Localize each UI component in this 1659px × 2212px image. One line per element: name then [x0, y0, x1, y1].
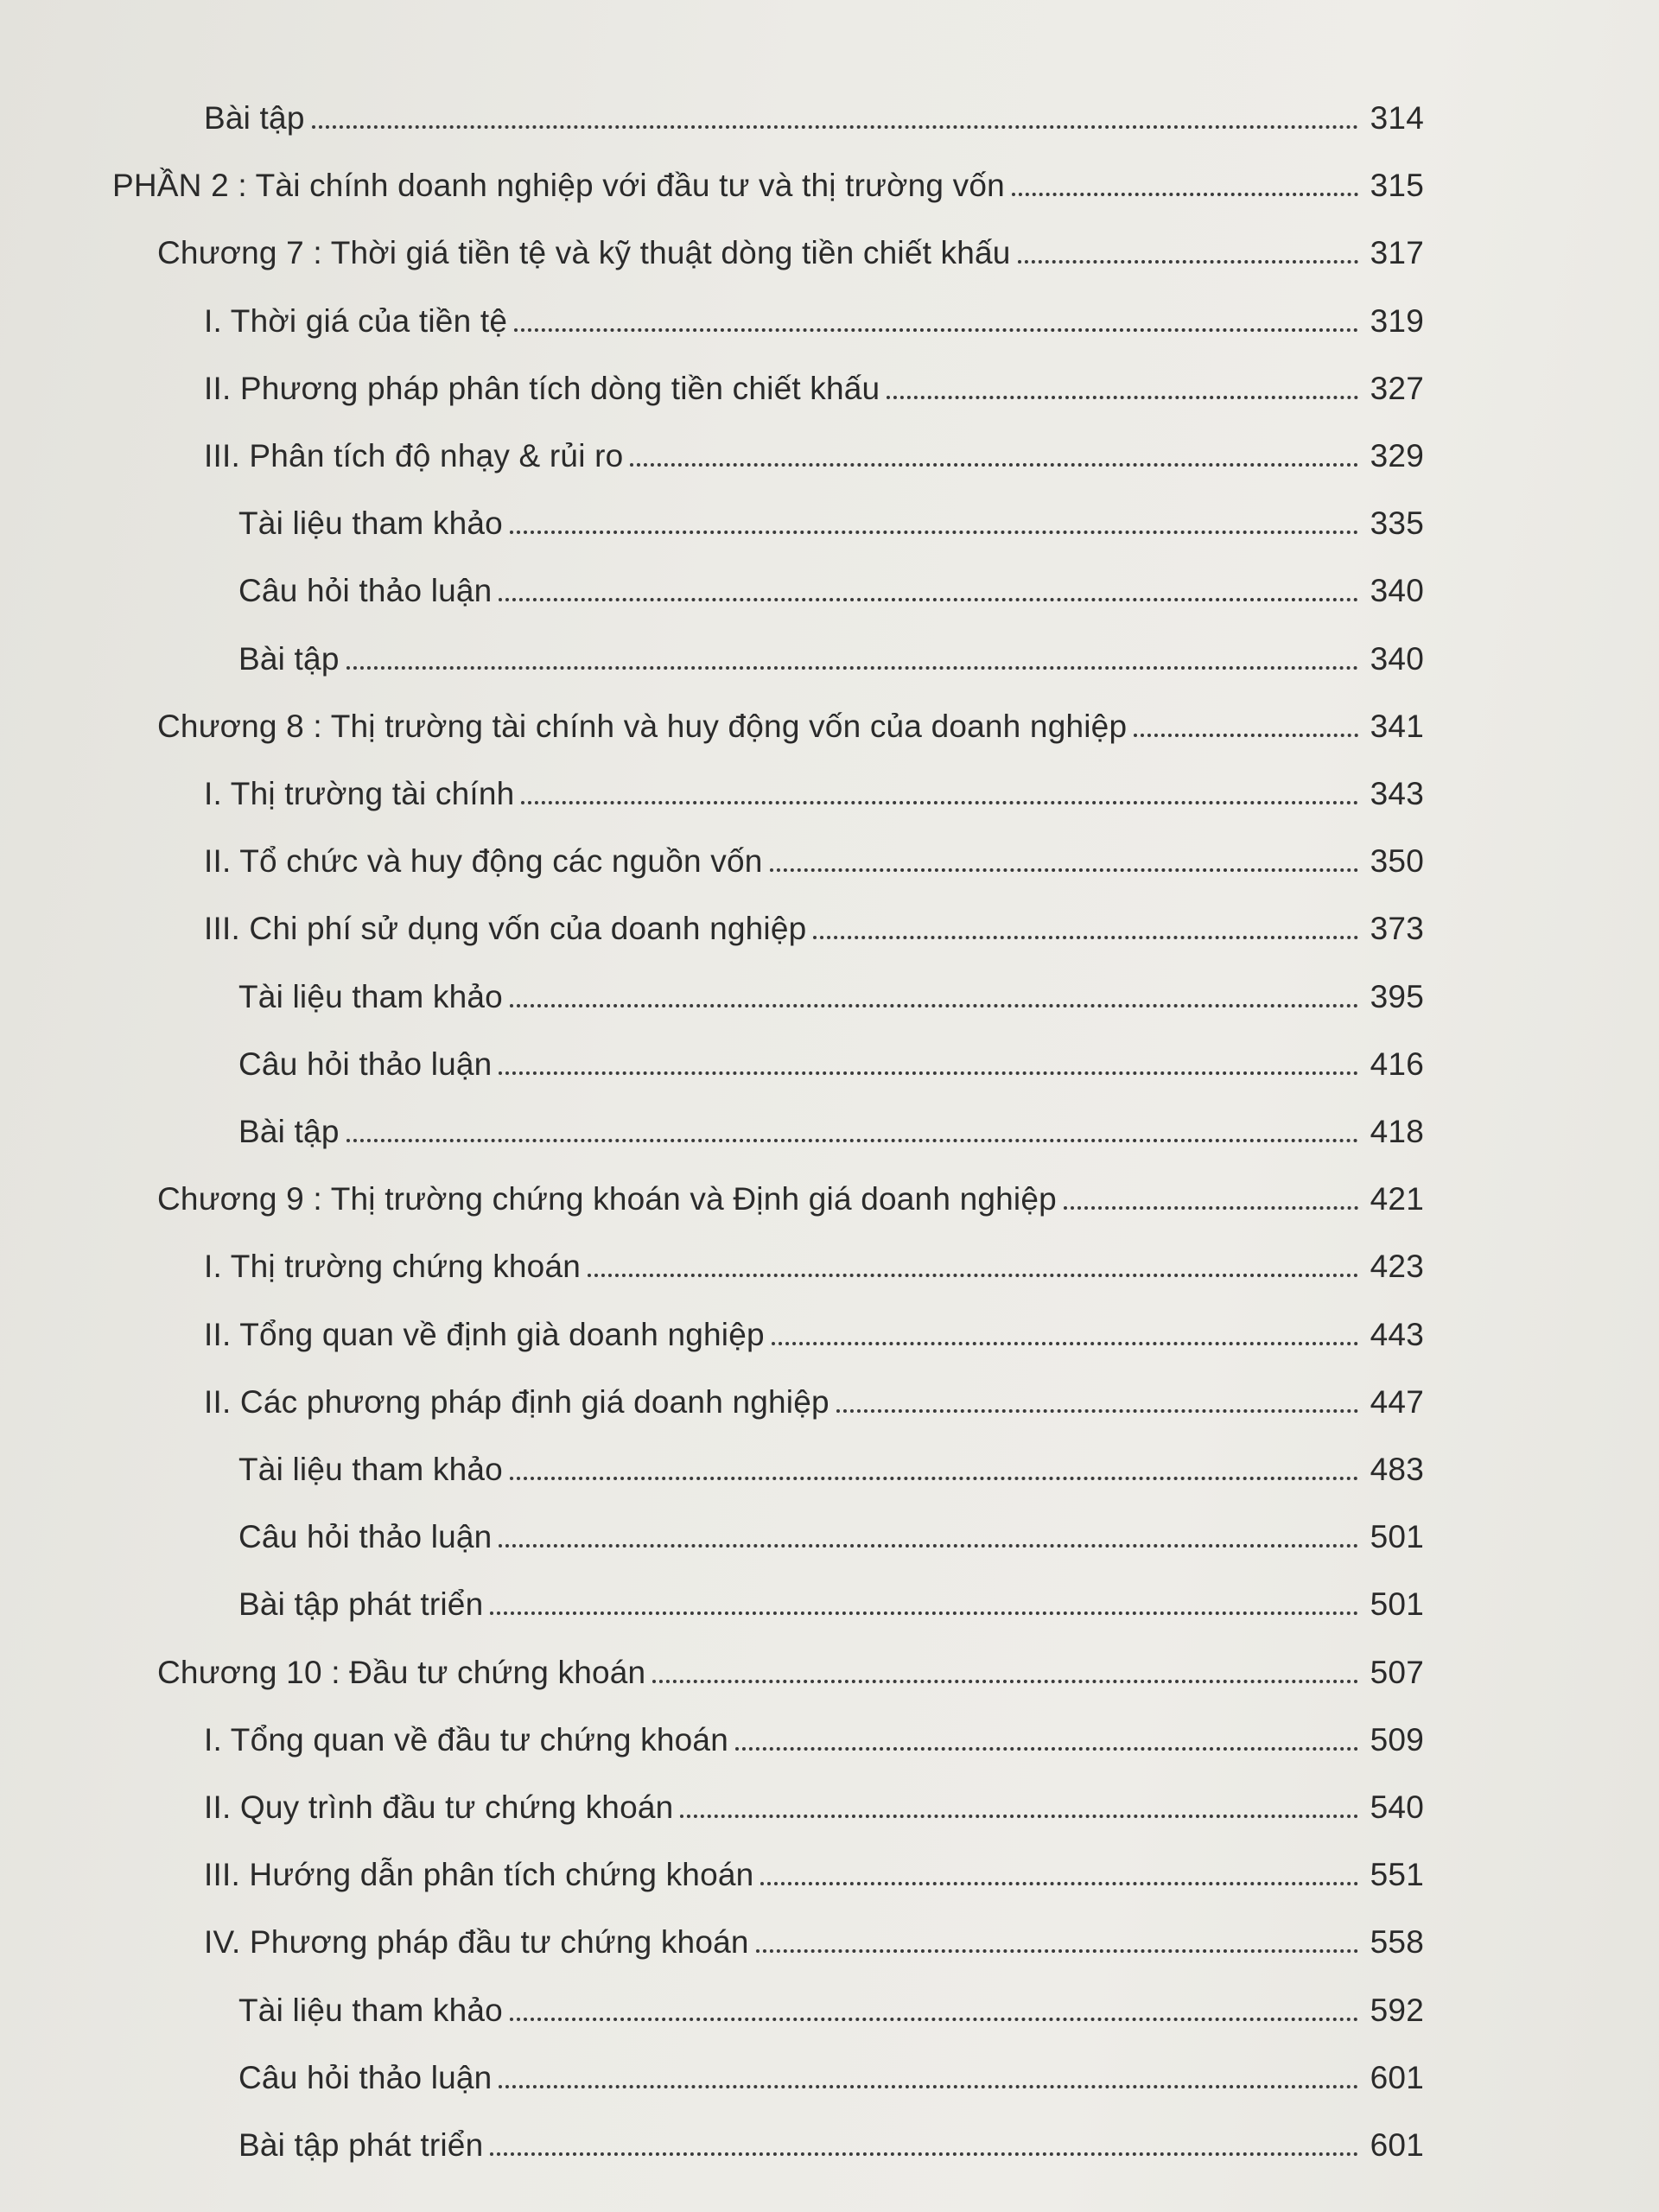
dot-leader: [588, 1274, 1358, 1277]
dot-leader: [312, 125, 1358, 129]
dot-leader: [887, 396, 1358, 399]
toc-entry-page-number: 509: [1370, 1722, 1424, 1758]
toc-entry: [238, 1495, 1424, 1555]
dot-leader: [499, 1544, 1358, 1548]
toc-entry-page-number: 335: [1370, 505, 1424, 541]
toc-entry: [238, 549, 1424, 609]
toc-entry-title: Câu hỏi thảo luận: [238, 1519, 493, 1554]
toc-entry: [112, 143, 1424, 204]
dot-leader: [514, 328, 1358, 332]
toc-entry: [238, 1427, 1424, 1488]
toc-entry-page-number: 329: [1370, 438, 1424, 474]
toc-entry-page-number: 483: [1370, 1452, 1424, 1487]
toc-entry-page-number: 340: [1370, 641, 1424, 677]
toc-entry-title: Chương 8 : Thị trường tài chính và huy động vốn của doanh nghiệp: [157, 709, 1128, 744]
toc-entry: [157, 1157, 1424, 1217]
toc-entry: [204, 414, 1424, 474]
toc-entry: [204, 346, 1424, 407]
toc-entry-page-number: 507: [1370, 1655, 1424, 1690]
toc-entry: [238, 1562, 1424, 1623]
toc-entry: [157, 211, 1424, 271]
dot-leader: [510, 2018, 1358, 2021]
toc-entry-page-number: 601: [1370, 2127, 1424, 2163]
toc-entry-page-number: 418: [1370, 1114, 1424, 1149]
dot-leader: [735, 1747, 1358, 1751]
toc-entry-page-number: 314: [1370, 100, 1424, 136]
toc-entry-title: Tài liệu tham khảo: [238, 1452, 503, 1487]
toc-entry-page-number: 395: [1370, 979, 1424, 1014]
toc-entry-title: Câu hỏi thảo luận: [238, 573, 493, 608]
dot-leader: [680, 1815, 1358, 1818]
dot-leader: [760, 1882, 1358, 1885]
toc-entry-title: Bài tập: [204, 100, 305, 136]
toc-entry-page-number: 416: [1370, 1046, 1424, 1082]
toc-entry-page-number: 350: [1370, 843, 1424, 879]
toc-entry: [238, 1022, 1424, 1083]
toc-entry-page-number: 340: [1370, 573, 1424, 608]
toc-entry-title: I. Thị trường chứng khoán: [204, 1249, 582, 1284]
toc-entry: [204, 819, 1424, 880]
toc-entry-page-number: 551: [1370, 1857, 1424, 1892]
toc-entry-title: III. Chi phí sử dụng vốn của doanh nghiệp: [204, 911, 807, 946]
dot-leader: [499, 1071, 1358, 1075]
toc-entry: [204, 1900, 1424, 1961]
toc-entry-title: Câu hỏi thảo luận: [238, 2060, 493, 2095]
toc-entry-title: Bài tập: [238, 641, 340, 677]
dot-leader: [1134, 734, 1358, 737]
toc-entry-page-number: 540: [1370, 1789, 1424, 1825]
dot-leader: [510, 531, 1358, 534]
toc-entry-page-number: 601: [1370, 2060, 1424, 2095]
toc-entry: [204, 1360, 1424, 1421]
toc-entry: [204, 1698, 1424, 1758]
toc-entry-page-number: 327: [1370, 371, 1424, 406]
toc-entry-title: II. Tổng quan về định già doanh nghiệp: [204, 1317, 765, 1352]
toc-entry-page-number: 341: [1370, 709, 1424, 744]
toc-entry: [204, 1765, 1424, 1826]
toc-entry-page-number: 501: [1370, 1519, 1424, 1554]
toc-entry-title: Tài liệu tham khảo: [238, 979, 503, 1014]
toc-entry: [238, 481, 1424, 542]
dot-leader: [652, 1680, 1358, 1683]
dot-leader: [813, 936, 1358, 939]
toc-entry: [157, 684, 1424, 745]
toc-entry-page-number: 447: [1370, 1384, 1424, 1420]
toc-entry-title: IV. Phương pháp đầu tư chứng khoán: [204, 1924, 749, 1960]
toc-entry-title: I. Thị trường tài chính: [204, 776, 515, 811]
toc-entry-page-number: 319: [1370, 303, 1424, 339]
dot-leader: [1064, 1206, 1358, 1210]
toc-entry-title: Chương 10 : Đầu tư chứng khoán: [157, 1655, 646, 1690]
dot-leader: [836, 1409, 1358, 1413]
toc-entry-title: Câu hỏi thảo luận: [238, 1046, 493, 1082]
toc-entry: [238, 2103, 1424, 2164]
toc-entry-title: II. Quy trình đầu tư chứng khoán: [204, 1789, 674, 1825]
toc-entry-page-number: 592: [1370, 1993, 1424, 2028]
toc-entry-title: I. Thời giá của tiền tệ: [204, 303, 508, 339]
toc-entry-title: III. Hướng dẫn phân tích chứng khoán: [204, 1857, 754, 1892]
dot-leader: [756, 1949, 1358, 1953]
toc-entry-title: Bài tập: [238, 1114, 340, 1149]
toc-entry-page-number: 317: [1370, 235, 1424, 270]
toc-entry-page-number: 423: [1370, 1249, 1424, 1284]
toc-entry-page-number: 421: [1370, 1181, 1424, 1217]
dot-leader: [490, 1611, 1358, 1615]
toc-entry-title: Tài liệu tham khảo: [238, 505, 503, 541]
toc-entry-title: Chương 9 : Thị trường chứng khoán và Định giá doanh nghiệp: [157, 1181, 1057, 1217]
toc-entry-page-number: 373: [1370, 911, 1424, 946]
toc-entry-page-number: 343: [1370, 776, 1424, 811]
toc-entry: [204, 752, 1424, 812]
toc-entry-page-number: 443: [1370, 1317, 1424, 1352]
toc-entry-title: Bài tập phát triển: [238, 2127, 484, 2163]
dot-leader: [630, 463, 1358, 467]
toc-entry: [157, 1630, 1424, 1691]
dot-leader: [521, 801, 1358, 804]
toc-entry-title: Chương 7 : Thời giá tiền tệ và kỹ thuật dòng tiền chiết khấu: [157, 235, 1011, 270]
toc-entry: [204, 887, 1424, 947]
toc-entry-page-number: 558: [1370, 1924, 1424, 1960]
toc-entry: [238, 2036, 1424, 2096]
toc-entry-title: Bài tập phát triển: [238, 1586, 484, 1622]
toc-entry: [238, 1968, 1424, 2029]
dot-leader: [499, 598, 1358, 601]
dot-leader: [1018, 260, 1358, 264]
toc-entry: [204, 279, 1424, 340]
dot-leader: [772, 1342, 1358, 1345]
toc-entry: [204, 1293, 1424, 1353]
toc-entry: [204, 1224, 1424, 1285]
dot-leader: [770, 868, 1359, 872]
dot-leader: [346, 1139, 1358, 1142]
toc-entry-title: II. Các phương pháp định giá doanh nghiệp: [204, 1384, 830, 1420]
dot-leader: [1012, 193, 1358, 196]
toc-entry-title: II. Tổ chức và huy động các nguồn vốn: [204, 843, 763, 879]
toc-entry-page-number: 315: [1370, 168, 1424, 203]
toc-entry: [204, 76, 1424, 137]
dot-leader: [510, 1477, 1358, 1480]
toc-entry-title: I. Tổng quan về đầu tư chứng khoán: [204, 1722, 728, 1758]
toc-entry: [238, 617, 1424, 677]
toc-entry-title: Tài liệu tham khảo: [238, 1993, 503, 2028]
toc-entry: [238, 955, 1424, 1015]
dot-leader: [510, 1004, 1358, 1007]
toc-entry-title: II. Phương pháp phân tích dòng tiền chiết khấu: [204, 371, 880, 406]
toc-entry: [204, 1833, 1424, 1893]
toc-entry-title: PHẦN 2 : Tài chính doanh nghiệp với đầu tư và thị trường vốn: [112, 168, 1005, 203]
dot-leader: [499, 2085, 1358, 2088]
toc-entry: [238, 1090, 1424, 1150]
toc-entry-title: III. Phân tích độ nhạy & rủi ro: [204, 438, 624, 474]
dot-leader: [346, 666, 1358, 670]
dot-leader: [490, 2152, 1358, 2156]
toc-entry-page-number: 501: [1370, 1586, 1424, 1622]
